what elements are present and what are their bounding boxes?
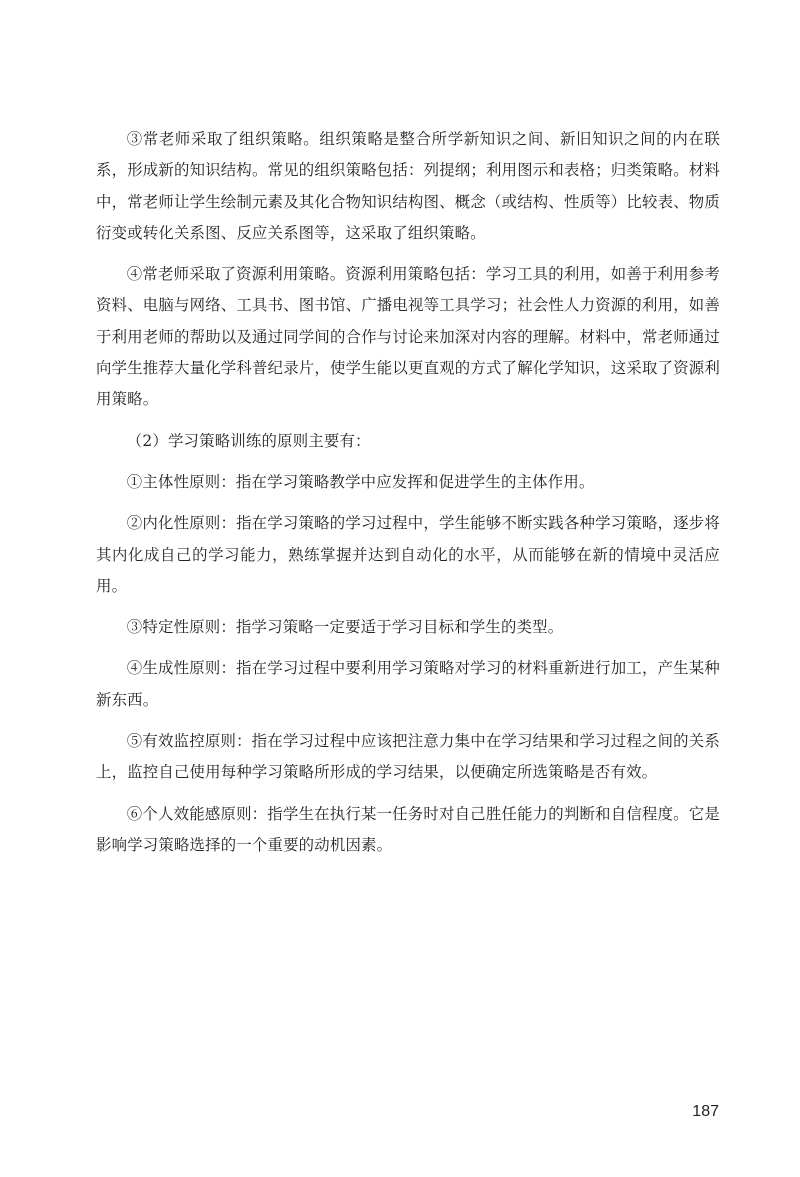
paragraph-specificity-principle: ③特定性原则：指学习策略一定要适于学习目标和学生的类型。 [126, 618, 564, 637]
paragraph-internalization-principle: ②内化性原则：指在学习策略的学习过程中，学生能够不断实践各种学习策略，逐步将其内化成自己的学习能力，熟练掌握并达到自动化的水平，从而能够在新的情境中灵活应用。 [96, 514, 720, 595]
paragraph-organization-strategy: ③常老师采取了组织策略。组织策略是整合所学新知识之间、新旧知识之间的内在联系，形成新的知识结构。常见的组织策略包括：列提纲；利用图示和表格；归类策略。材料中，常老师让学生绘制元素及其化合物知识结构图、概念（或结构、性质等）比较表、物质衍变或转化关系图、反应关系图等，这采取了组织策略。 [96, 130, 720, 242]
paragraph-generative-principle: ④生成性原则：指在学习过程中要利用学习策略对学习的材料重新进行加工，产生某种新东西。 [96, 659, 720, 709]
paragraph-monitoring-principle: ⑤有效监控原则：指在学习过程中应该把注意力集中在学习结果和学习过程之间的关系上，监控自己使用每种学习策略所形成的学习结果，以便确定所选策略是否有效。 [96, 732, 720, 782]
paragraph-resource-strategy: ④常老师采取了资源利用策略。资源利用策略包括：学习工具的利用，如善于利用参考资料、电脑与网络、工具书、图书馆、广播电视等工具学习；社会性人力资源的利用，如善于利用老师的帮助以及通过同学间的合作与讨论来加深对内容的理解。材料中，常老师通过向学生推荐大量化学科普纪录片，使学生能以更直观的方式了解化学知识，这采取了资源利用策略。 [96, 265, 720, 409]
page-number: 187 [692, 1103, 719, 1120]
page-body [96, 124, 720, 871]
paragraph-efficacy-principle: ⑥个人效能感原则：指学生在执行某一任务时对自己胜任能力的判断和自信程度。它是影响学习策略选择的一个重要的动机因素。 [96, 804, 720, 854]
paragraph-subjectivity-principle: ①主体性原则：指在学习策略教学中应发挥和促进学生的主体作用。 [126, 472, 595, 491]
paragraph-principles-heading: （2）学习策略训练的原则主要有： [126, 431, 371, 450]
